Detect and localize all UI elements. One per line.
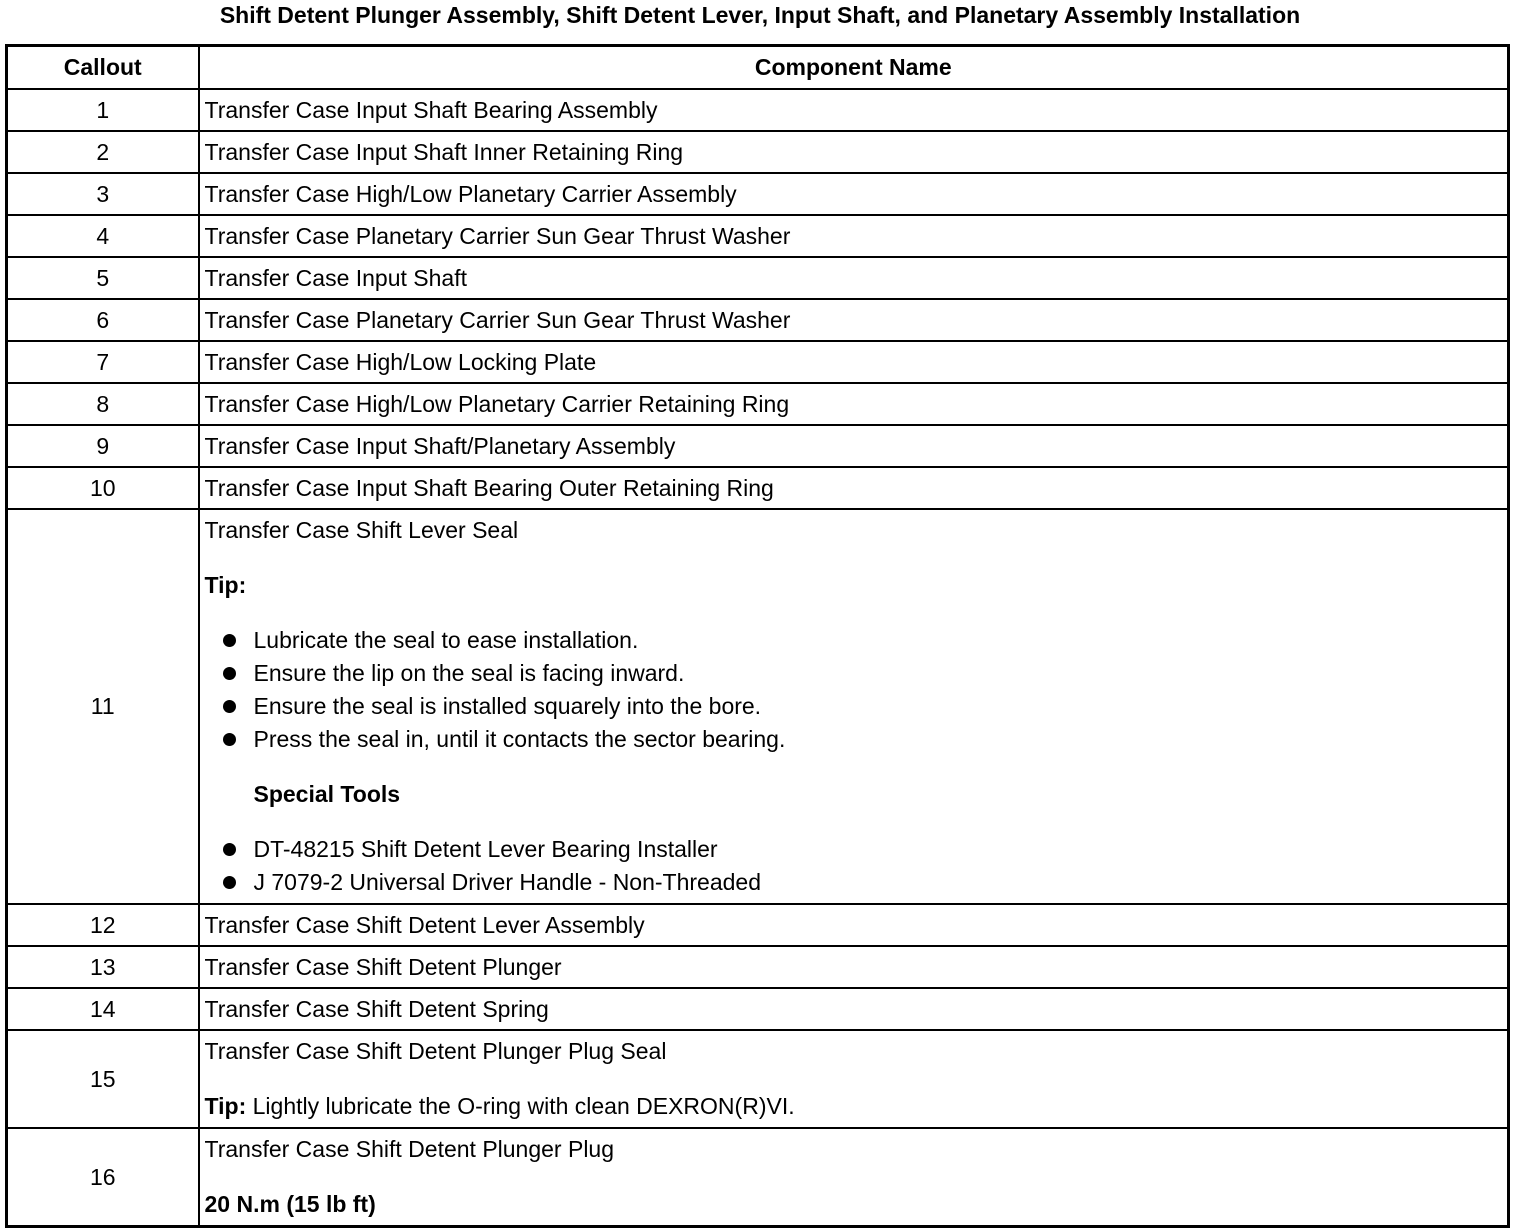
component-name-cell: Transfer Case Input Shaft Inner Retaining Ring	[199, 131, 1509, 173]
callout-cell: 11	[7, 509, 199, 904]
component-name-cell	[199, 1128, 1509, 1227]
component-name: Transfer Case Shift Lever Seal	[204, 517, 519, 543]
tip-text: Lightly lubricate the O-ring with clean DEXRON(R)VI.	[246, 1093, 795, 1119]
callout-cell: 15	[7, 1030, 199, 1128]
component-name-cell: Transfer Case Input Shaft/Planetary Assembly	[199, 425, 1509, 467]
callout-cell: 7	[7, 341, 199, 383]
component-name: Transfer Case Shift Detent Plunger Plug Seal	[204, 1038, 667, 1064]
component-table	[5, 44, 1510, 1228]
table-row	[7, 425, 1509, 467]
table-row	[7, 299, 1509, 341]
callout-cell: 2	[7, 131, 199, 173]
special-tools-label: Special Tools	[253, 781, 401, 807]
page-title: Shift Detent Plunger Assembly, Shift Detent Lever, Input Shaft, and Planetary Assembly Installation	[219, 2, 1301, 28]
component-name-cell: Transfer Case High/Low Locking Plate	[199, 341, 1509, 383]
table-header-row	[7, 46, 1509, 90]
callout-cell: 12	[7, 904, 199, 946]
callout-cell: 8	[7, 383, 199, 425]
tip-label: Tip:	[204, 1093, 247, 1119]
tool-list-item: DT-48215 Shift Detent Lever Bearing Installer	[205, 833, 1508, 866]
callout-cell: 3	[7, 173, 199, 215]
component-name-cell: Transfer Case High/Low Planetary Carrier Assembly	[199, 173, 1509, 215]
component-name-header: Component Name	[199, 46, 1509, 90]
callout-cell: 9	[7, 425, 199, 467]
table-row	[7, 131, 1509, 173]
table-row	[7, 89, 1509, 131]
callout-cell: 4	[7, 215, 199, 257]
table-row	[7, 946, 1509, 988]
table-row	[7, 1030, 1509, 1128]
table-row	[7, 509, 1509, 904]
callout-cell: 6	[7, 299, 199, 341]
callout-cell: 13	[7, 946, 199, 988]
component-name-cell	[199, 509, 1509, 904]
table-row	[7, 1128, 1509, 1227]
table-row	[7, 904, 1509, 946]
tip-list-item: Ensure the seal is installed squarely into the bore.	[205, 690, 1508, 723]
table-row	[7, 215, 1509, 257]
tip-list-item: Lubricate the seal to ease installation.	[205, 624, 1508, 657]
component-name-cell: Transfer Case Input Shaft	[199, 257, 1509, 299]
callout-cell: 16	[7, 1128, 199, 1227]
component-name-cell: Transfer Case Input Shaft Bearing Outer Retaining Ring	[199, 467, 1509, 509]
torque-spec: 20 N.m (15 lb ft)	[204, 1191, 376, 1217]
tool-list-item: J 7079-2 Universal Driver Handle - Non-Threaded	[205, 866, 1508, 899]
callout-header: Callout	[7, 46, 199, 90]
table-row	[7, 467, 1509, 509]
callout-cell: 1	[7, 89, 199, 131]
component-name-cell: Transfer Case Planetary Carrier Sun Gear Thrust Washer	[199, 299, 1509, 341]
table-row	[7, 257, 1509, 299]
callout-cell: 5	[7, 257, 199, 299]
callout-cell: 10	[7, 467, 199, 509]
component-name-cell: Transfer Case Input Shaft Bearing Assembly	[199, 89, 1509, 131]
component-name-cell: Transfer Case Shift Detent Plunger	[199, 946, 1509, 988]
table-row	[7, 988, 1509, 1030]
tip-list-item: Press the seal in, until it contacts the sector bearing.	[205, 723, 1508, 756]
component-name-cell	[199, 1030, 1509, 1128]
table-row	[7, 383, 1509, 425]
callout-cell: 14	[7, 988, 199, 1030]
tip-list-item: Ensure the lip on the seal is facing inward.	[205, 657, 1508, 690]
component-name-cell: Transfer Case Planetary Carrier Sun Gear Thrust Washer	[199, 215, 1509, 257]
component-name: Transfer Case Shift Detent Plunger Plug	[204, 1136, 615, 1162]
component-name-cell: Transfer Case High/Low Planetary Carrier Retaining Ring	[199, 383, 1509, 425]
component-name-cell: Transfer Case Shift Detent Spring	[199, 988, 1509, 1030]
tip-line	[205, 1090, 1508, 1123]
table-row	[7, 173, 1509, 215]
tip-label: Tip:	[204, 572, 247, 598]
table-row	[7, 341, 1509, 383]
component-name-cell: Transfer Case Shift Detent Lever Assembly	[199, 904, 1509, 946]
